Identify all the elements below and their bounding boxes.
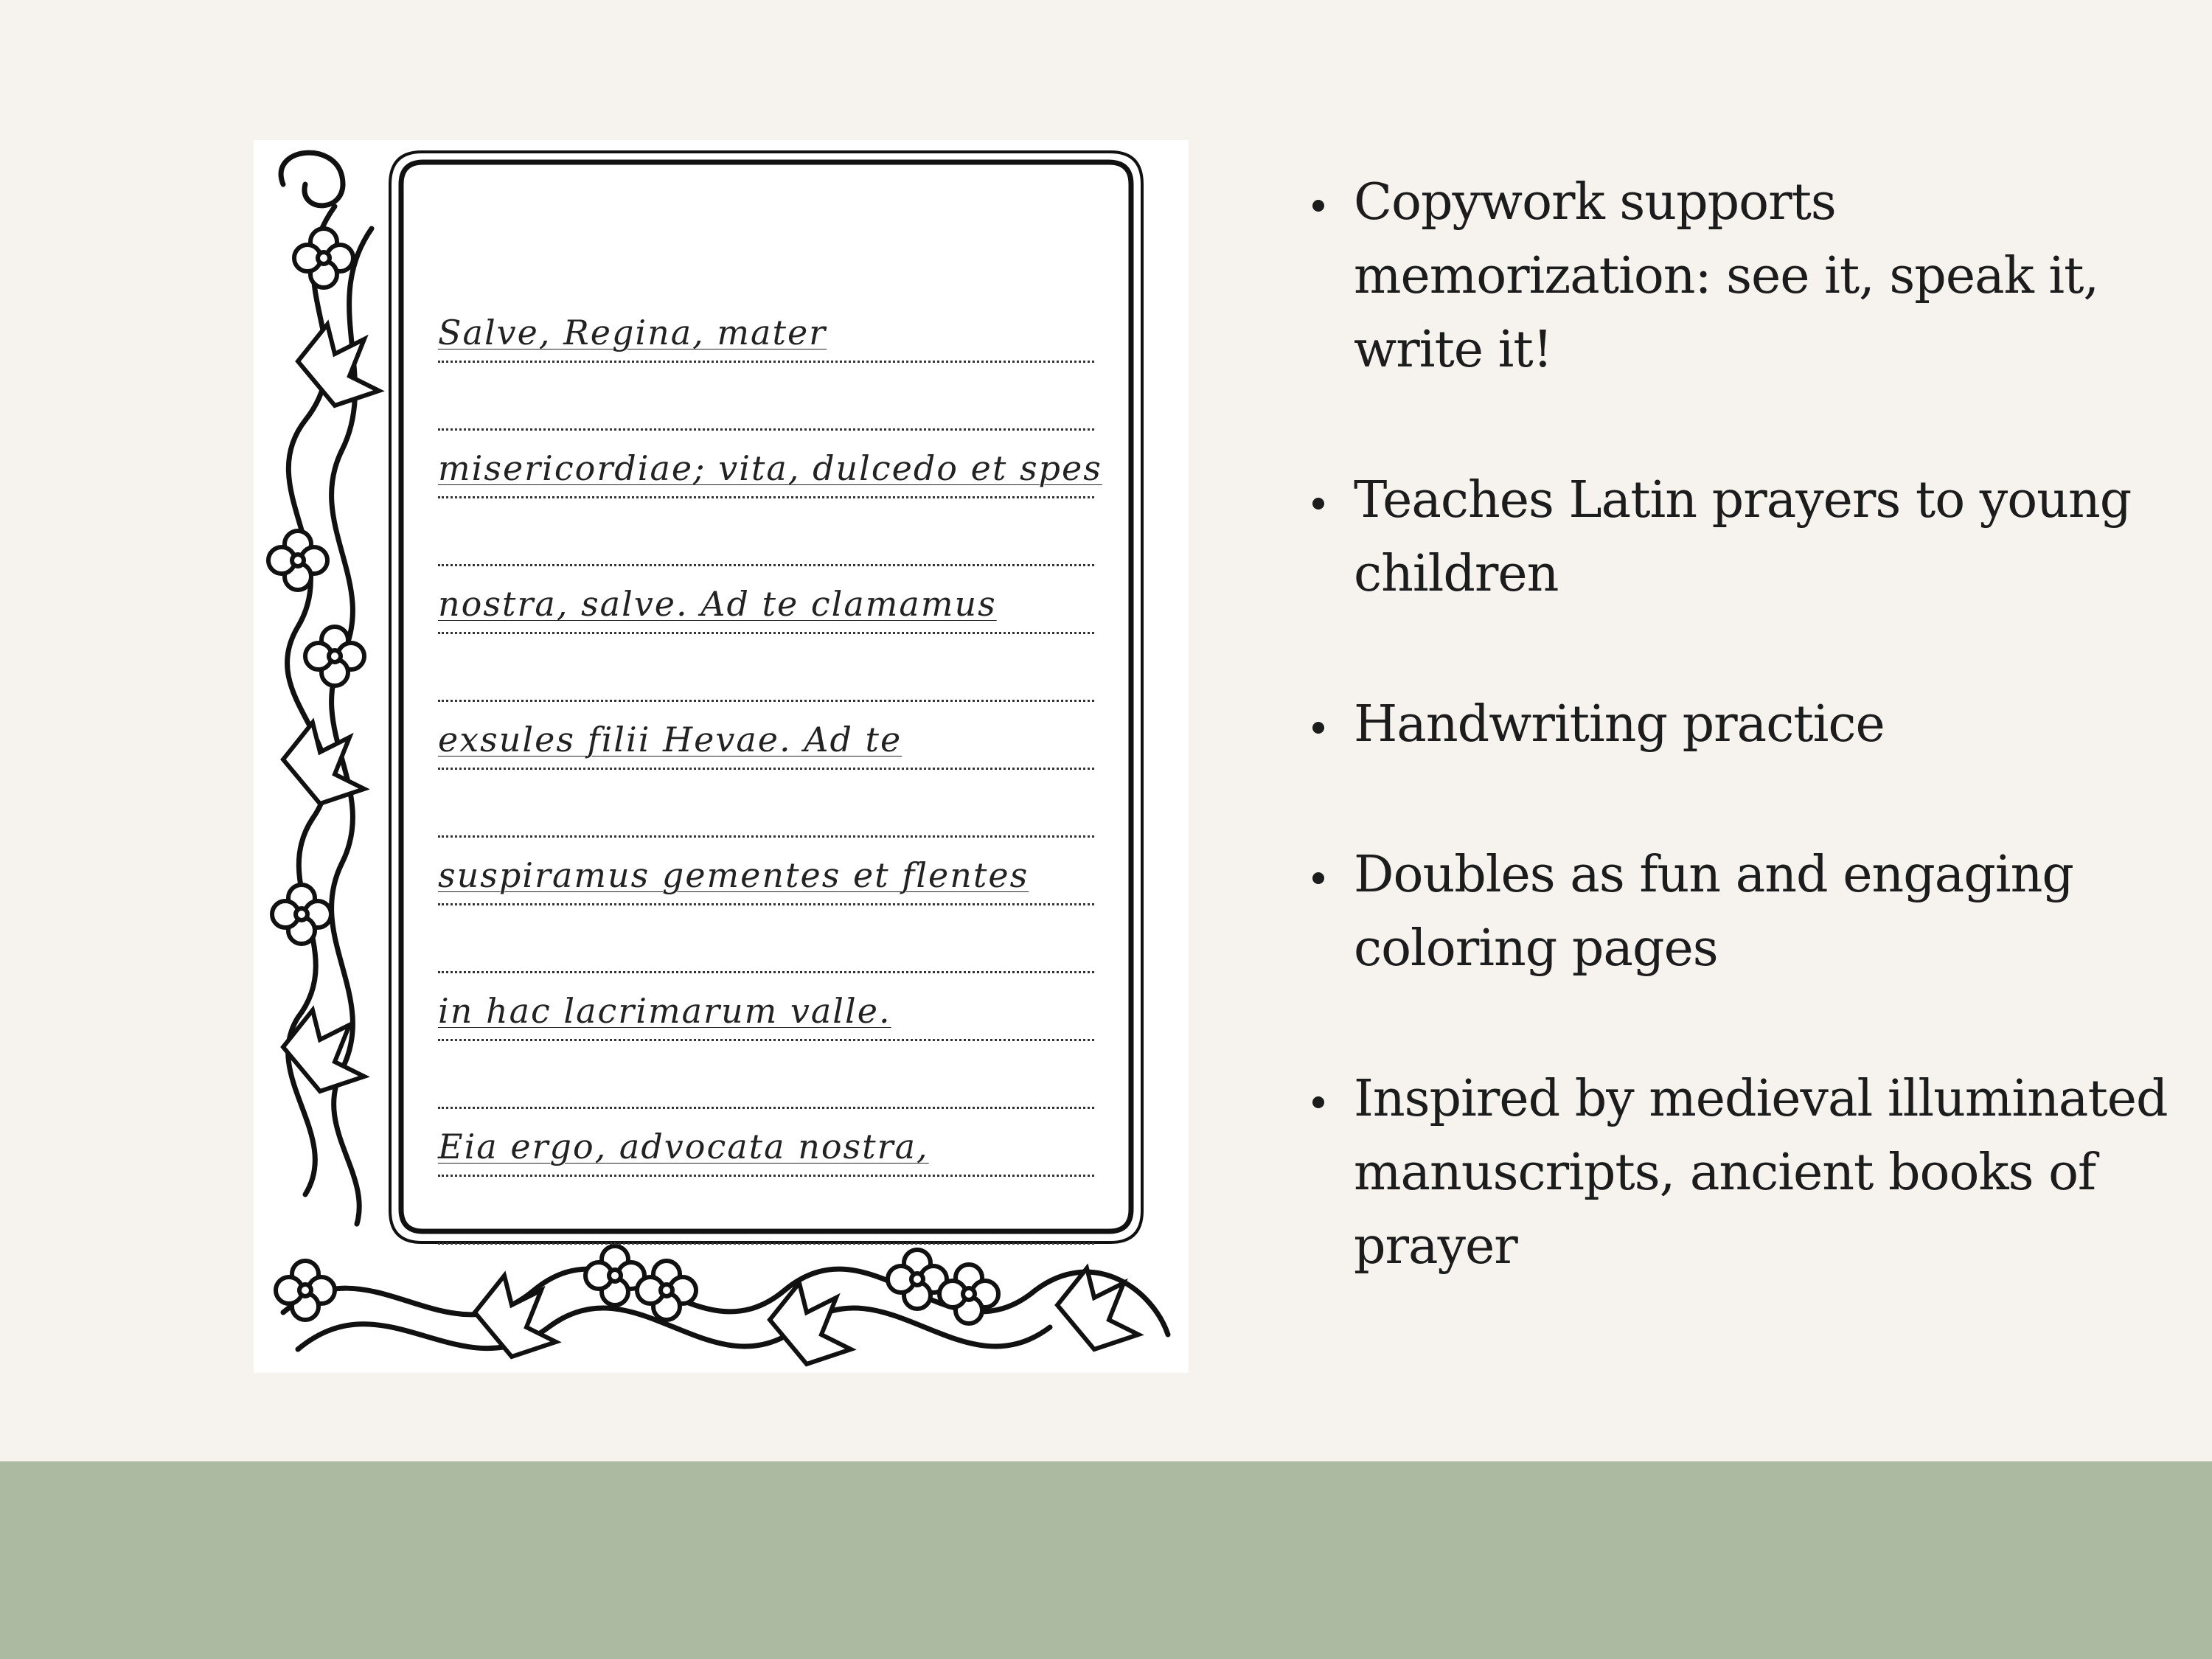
feature-item bbox=[1312, 464, 2168, 611]
blank-writing-line[interactable] bbox=[438, 498, 1094, 566]
feature-text: Teaches Latin prayers to young children bbox=[1354, 471, 2132, 603]
bullet-icon bbox=[1312, 872, 1324, 884]
blank-writing-line[interactable] bbox=[438, 770, 1094, 838]
blank-writing-line[interactable] bbox=[438, 363, 1094, 431]
tracing-line: nostra, salve. Ad te clamamus bbox=[438, 566, 1094, 634]
line-pair bbox=[438, 973, 1094, 1109]
line-pair bbox=[438, 838, 1094, 973]
tracing-line: Salve, Regina, mater bbox=[438, 295, 1094, 363]
blank-writing-line[interactable] bbox=[438, 634, 1094, 702]
feature-item bbox=[1312, 688, 2168, 762]
copywork-worksheet bbox=[254, 140, 1189, 1373]
feature-item bbox=[1312, 838, 2168, 986]
tracing-line: suspiramus gementes et flentes bbox=[438, 838, 1094, 905]
blank-writing-line[interactable] bbox=[438, 1041, 1094, 1109]
feature-list bbox=[1312, 166, 2168, 1360]
bullet-icon bbox=[1312, 1096, 1324, 1108]
tracing-line: exsules filii Hevae. Ad te bbox=[438, 702, 1094, 770]
copywork-lines bbox=[438, 295, 1102, 1245]
feature-text: Handwriting practice bbox=[1354, 695, 1885, 754]
feature-text: Copywork supports memorization: see it, speak it, write it! bbox=[1354, 173, 2099, 379]
bullet-icon bbox=[1312, 200, 1324, 212]
bullet-icon bbox=[1312, 722, 1324, 734]
blank-writing-line[interactable] bbox=[438, 1177, 1094, 1245]
footer-band bbox=[0, 1461, 2212, 1659]
bullet-icon bbox=[1312, 498, 1324, 509]
feature-item bbox=[1312, 1062, 2168, 1284]
line-pair bbox=[438, 1109, 1094, 1245]
feature-item bbox=[1312, 166, 2168, 387]
line-pair bbox=[438, 702, 1094, 838]
tracing-line: misericordiae; vita, dulcedo et spes bbox=[438, 431, 1094, 498]
tracing-line: in hac lacrimarum valle. bbox=[438, 973, 1094, 1041]
line-pair bbox=[438, 566, 1094, 702]
line-pair bbox=[438, 295, 1094, 431]
feature-text: Inspired by medieval illuminated manuscripts, ancient books of prayer bbox=[1354, 1070, 2168, 1276]
line-pair bbox=[438, 431, 1102, 566]
tracing-line: Eia ergo, advocata nostra, bbox=[438, 1109, 1094, 1177]
feature-text: Doubles as fun and engaging coloring pages bbox=[1354, 846, 2073, 978]
blank-writing-line[interactable] bbox=[438, 905, 1094, 973]
